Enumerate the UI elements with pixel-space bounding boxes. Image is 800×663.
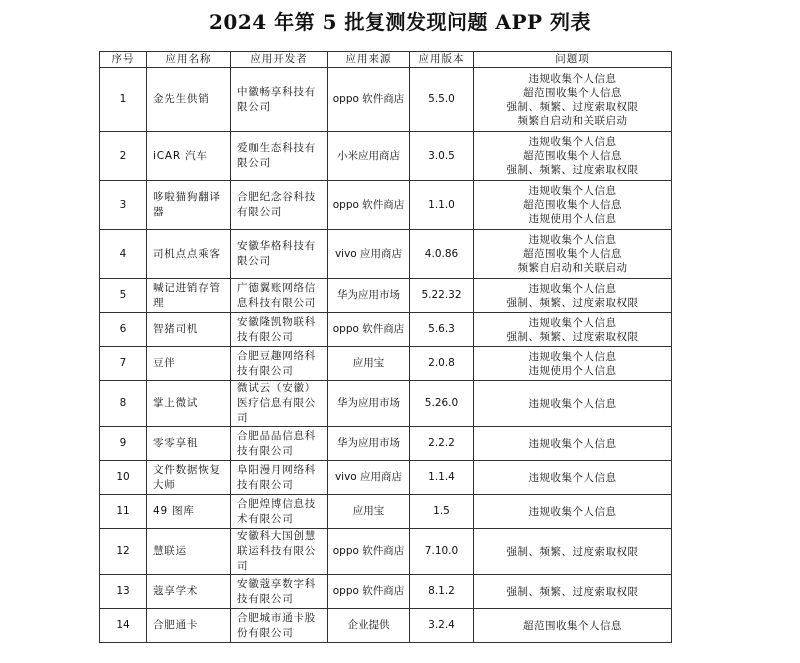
cell-app-name: 文件数据恢复大师: [147, 461, 231, 495]
cell-issues: [474, 427, 672, 461]
cell-index: 8: [100, 381, 147, 427]
cell-issues: [474, 529, 672, 575]
issue-item: 超范围收集个人信息: [523, 86, 622, 99]
table-row: [100, 609, 672, 643]
table-body: [100, 68, 672, 643]
cell-index: 1: [100, 68, 147, 132]
cell-issues: [474, 461, 672, 495]
header-index: 序号: [100, 52, 147, 68]
header-developer: 应用开发者: [231, 52, 328, 68]
cell-source: vivo 应用商店: [328, 461, 410, 495]
cell-app-name: 零零享租: [147, 427, 231, 461]
table-row: [100, 313, 672, 347]
issue-item: 强制、频繁、过度索取权限: [506, 164, 639, 176]
cell-app-name: 慧联运: [147, 529, 231, 575]
cell-developer: 中徽畅享科技有限公司: [231, 68, 328, 132]
cell-developer: 安徽蔻享数字科技有限公司: [231, 575, 328, 609]
table-row: [100, 495, 672, 529]
issue-item: 违规收集个人信息: [528, 316, 617, 329]
cell-app-name: 合肥通卡: [147, 609, 231, 643]
cell-version: 4.0.86: [410, 230, 474, 279]
issue-item: 强制、频繁、过度索取权限: [506, 330, 639, 343]
issue-item: 违规收集个人信息: [528, 397, 617, 410]
cell-index: 5: [100, 279, 147, 313]
cell-index: 13: [100, 575, 147, 609]
cell-source: 小米应用商店: [328, 132, 410, 181]
issue-item: 超范围收集个人信息: [523, 199, 622, 211]
cell-index: 4: [100, 230, 147, 279]
issue-item: 违规收集个人信息: [528, 136, 617, 148]
cell-source: 企业提供: [328, 609, 410, 643]
cell-source: 华为应用市场: [328, 279, 410, 313]
cell-issues: [474, 230, 672, 279]
cell-developer: 阜阳漫月网络科技有限公司: [231, 461, 328, 495]
cell-source: oppo 软件商店: [328, 181, 410, 230]
cell-developer: 安徽科大国创慧联运科技有限公司: [231, 529, 328, 575]
table-row: [100, 347, 672, 381]
cell-developer: 安徽华格科技有限公司: [231, 230, 328, 279]
cell-issues: [474, 609, 672, 643]
cell-version: 8.1.2: [410, 575, 474, 609]
cell-issues: [474, 313, 672, 347]
cell-index: 7: [100, 347, 147, 381]
cell-issues: [474, 181, 672, 230]
page-title: 2024 年第 5 批复测发现问题 APP 列表: [209, 10, 591, 34]
table-row: [100, 575, 672, 609]
cell-version: 2.0.8: [410, 347, 474, 381]
issue-item: 违规使用个人信息: [528, 364, 617, 377]
cell-source: vivo 应用商店: [328, 230, 410, 279]
table-row: [100, 68, 672, 132]
cell-version: 5.6.3: [410, 313, 474, 347]
cell-version: 1.1.4: [410, 461, 474, 495]
cell-source: oppo 软件商店: [328, 575, 410, 609]
cell-index: 10: [100, 461, 147, 495]
cell-version: 5.5.0: [410, 68, 474, 132]
cell-app-name: 49 图库: [147, 495, 231, 529]
cell-source: 华为应用市场: [328, 381, 410, 427]
cell-index: 11: [100, 495, 147, 529]
cell-issues: [474, 495, 672, 529]
issue-item: 违规收集个人信息: [528, 437, 617, 450]
table-row: [100, 427, 672, 461]
issue-item: 强制、频繁、过度索取权限: [506, 100, 639, 113]
cell-app-name: 掌上微试: [147, 381, 231, 427]
issue-item: 超范围收集个人信息: [523, 619, 622, 632]
cell-issues: [474, 347, 672, 381]
cell-app-name: 司机点点乘客: [147, 230, 231, 279]
cell-source: 华为应用市场: [328, 427, 410, 461]
cell-index: 14: [100, 609, 147, 643]
table-row: [100, 381, 672, 427]
cell-issues: [474, 68, 672, 132]
table-header-row: [100, 52, 672, 68]
cell-version: 5.26.0: [410, 381, 474, 427]
issue-item: 强制、频繁、过度索取权限: [506, 585, 639, 598]
cell-developer: 合肥煌博信息技术有限公司: [231, 495, 328, 529]
cell-issues: [474, 575, 672, 609]
cell-issues: [474, 132, 672, 181]
cell-developer: 合肥城市通卡股份有限公司: [231, 609, 328, 643]
cell-index: 3: [100, 181, 147, 230]
table-row: [100, 230, 672, 279]
cell-app-name: 蔻享学术: [147, 575, 231, 609]
cell-version: 1.1.0: [410, 181, 474, 230]
cell-source: oppo 软件商店: [328, 313, 410, 347]
cell-app-name: 智猪司机: [147, 313, 231, 347]
issue-item: 违规收集个人信息: [528, 505, 617, 518]
cell-app-name: 金先生供销: [147, 68, 231, 132]
header-issues: 问题项: [474, 52, 672, 68]
cell-version: 5.22.32: [410, 279, 474, 313]
issue-item: 违规收集个人信息: [528, 185, 617, 197]
app-problem-table: [99, 51, 672, 643]
table-row: [100, 132, 672, 181]
cell-version: 7.10.0: [410, 529, 474, 575]
issue-item: 频繁自启动和关联启动: [517, 114, 628, 127]
cell-source: 应用宝: [328, 495, 410, 529]
cell-app-name: 喊记进销存管理: [147, 279, 231, 313]
cell-app-name: iCAR 汽车: [147, 132, 231, 181]
table-row: [100, 461, 672, 495]
issue-item: 违规收集个人信息: [528, 350, 617, 363]
issue-item: 强制、频繁、过度索取权限: [506, 296, 639, 309]
header-version: 应用版本: [410, 52, 474, 68]
cell-developer: 安徽隆凯物联科技有限公司: [231, 313, 328, 347]
issue-item: 违规收集个人信息: [528, 234, 617, 246]
cell-app-name: 哆啦猫狗翻译器: [147, 181, 231, 230]
cell-issues: [474, 381, 672, 427]
header-source: 应用来源: [328, 52, 410, 68]
cell-index: 6: [100, 313, 147, 347]
table-row: [100, 529, 672, 575]
issue-item: 超范围收集个人信息: [523, 150, 622, 162]
cell-version: 1.5: [410, 495, 474, 529]
table-row: [100, 279, 672, 313]
cell-source: oppo 软件商店: [328, 529, 410, 575]
cell-developer: 广德翼账网络信息科技有限公司: [231, 279, 328, 313]
cell-version: 2.2.2: [410, 427, 474, 461]
issue-item: 违规收集个人信息: [528, 282, 617, 295]
issue-item: 强制、频繁、过度索取权限: [506, 545, 639, 558]
issue-item: 超范围收集个人信息: [523, 248, 622, 260]
cell-source: 应用宝: [328, 347, 410, 381]
cell-version: 3.0.5: [410, 132, 474, 181]
table-row: [100, 181, 672, 230]
issue-item: 违规收集个人信息: [528, 471, 617, 484]
cell-source: oppo 软件商店: [328, 68, 410, 132]
cell-issues: [474, 279, 672, 313]
cell-version: 3.2.4: [410, 609, 474, 643]
cell-developer: 合肥豆趣网络科技有限公司: [231, 347, 328, 381]
header-app-name: 应用名称: [147, 52, 231, 68]
cell-index: 12: [100, 529, 147, 575]
cell-developer: 爱咖生态科技有限公司: [231, 132, 328, 181]
issue-item: 频繁自启动和关联启动: [517, 262, 628, 274]
cell-index: 2: [100, 132, 147, 181]
issue-item: 违规使用个人信息: [528, 213, 617, 225]
issue-item: 违规收集个人信息: [528, 72, 617, 85]
cell-developer: 合肥品品信息科技有限公司: [231, 427, 328, 461]
cell-app-name: 豆伴: [147, 347, 231, 381]
cell-index: 9: [100, 427, 147, 461]
cell-developer: 合肥纪念谷科技有限公司: [231, 181, 328, 230]
cell-developer: 微试云（安徽）医疗信息有限公司: [231, 381, 328, 427]
